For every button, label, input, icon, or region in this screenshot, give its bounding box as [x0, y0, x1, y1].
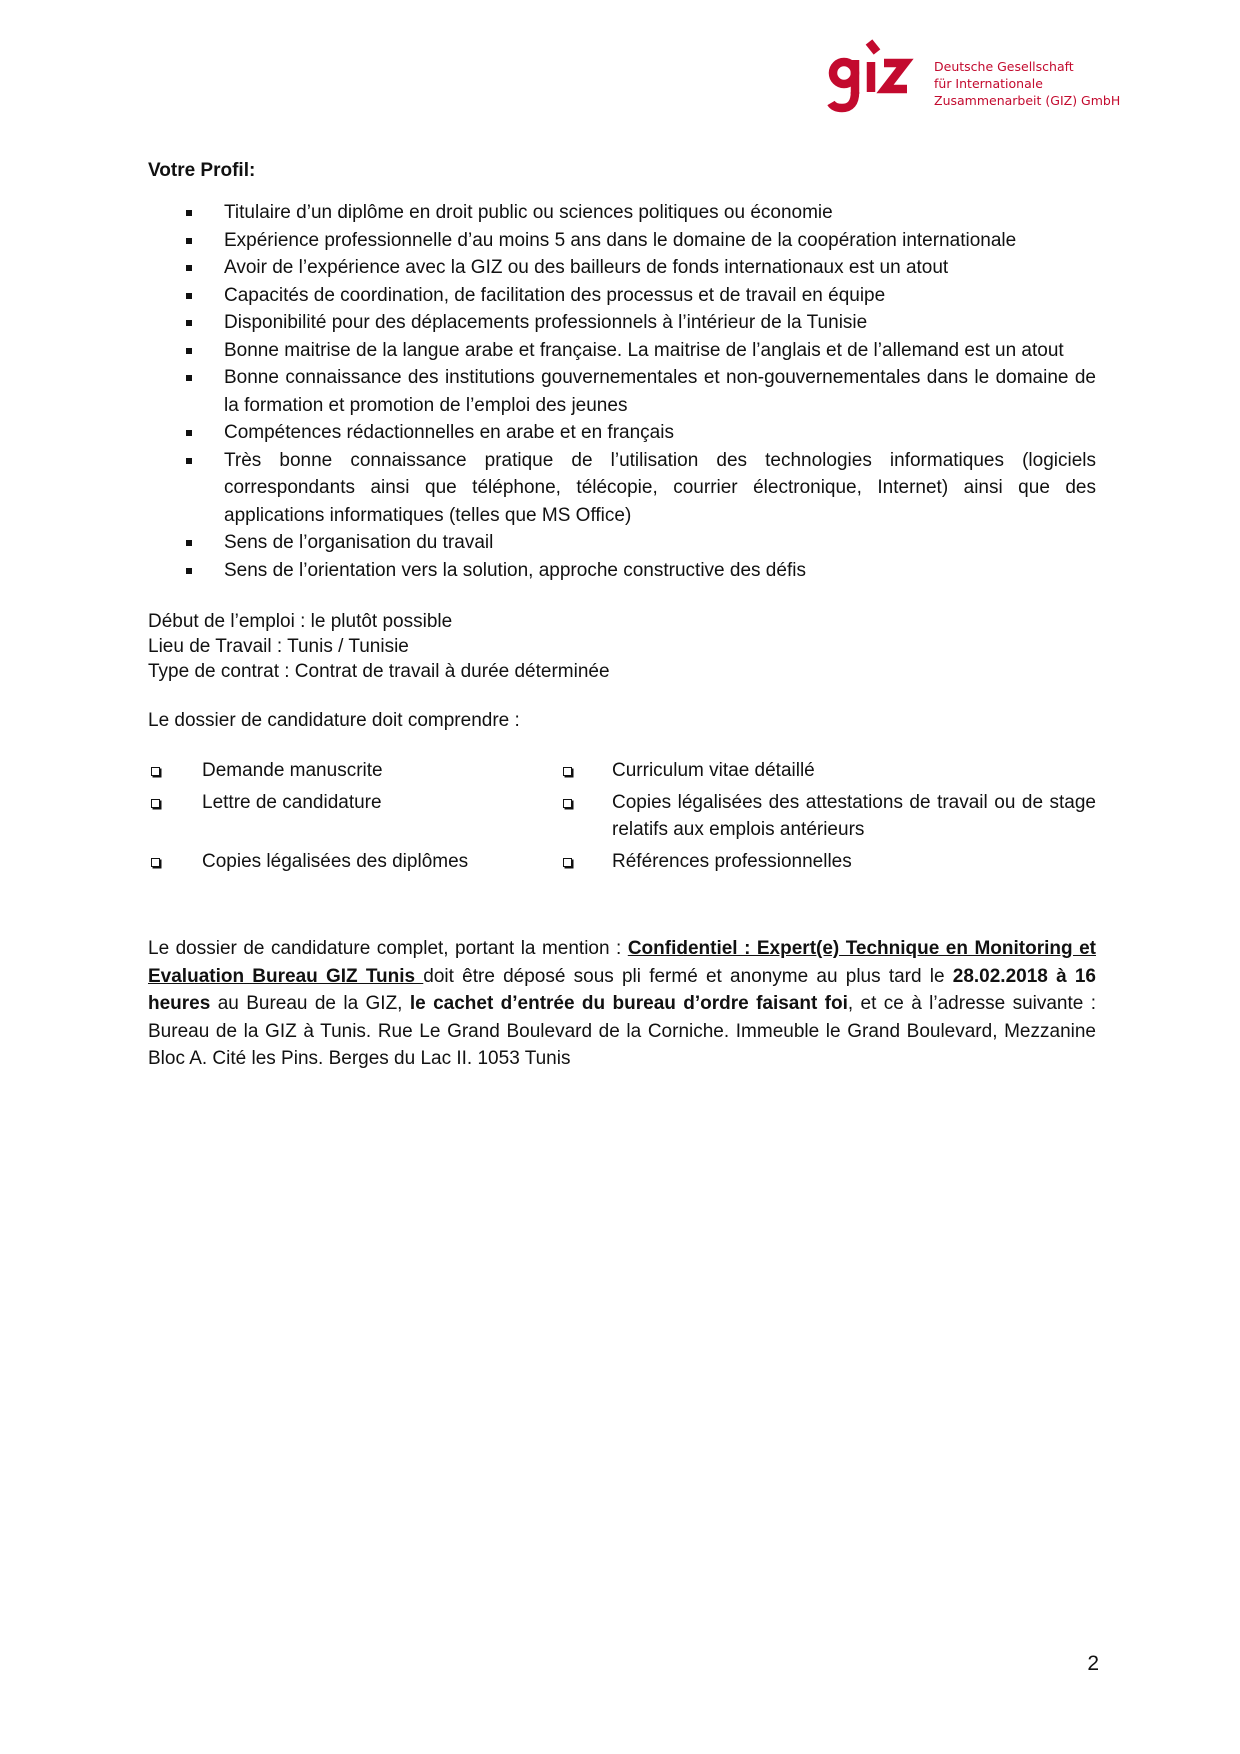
checkbox-bullet-icon [151, 799, 160, 808]
square-bullet-icon [186, 375, 192, 381]
checklist-item-text: Curriculum vitae détaillé [612, 760, 815, 781]
job-start: Début de l’emploi : le plutôt possible [148, 611, 453, 632]
list-item-text: Bonne maitrise de la langue arabe et française. La maitrise de l’anglais et de l’allemand est un atout [224, 339, 1064, 361]
list-item-text: Sens de l’orientation vers la solution, approche constructive des défis [224, 559, 806, 581]
dossier-checklist [148, 757, 1096, 875]
list-item [148, 199, 1096, 227]
page-content [148, 160, 1096, 1073]
profile-list [148, 199, 1096, 584]
list-item-text: Disponibilité pour des déplacements professionnels à l’intérieur de la Tunisie [224, 312, 868, 333]
square-bullet-icon [186, 265, 192, 271]
job-location: Lieu de Travail : Tunis / Tunisie [148, 636, 409, 657]
list-item [148, 529, 1096, 557]
square-bullet-icon [186, 430, 192, 436]
list-item [148, 309, 1096, 337]
list-item [148, 337, 1096, 365]
list-item-text: Compétences rédactionnelles en arabe et en français [224, 422, 674, 443]
checklist-item-text: Lettre de candidature [202, 791, 382, 813]
page-number: 2 [1087, 1652, 1099, 1675]
list-item [148, 282, 1096, 310]
logo-text-line-3: Zusammenarbeit (GIZ) GmbH [934, 93, 1121, 108]
list-item-text: Sens de l’organisation du travail [224, 532, 494, 553]
checkbox-bullet-icon [563, 799, 572, 808]
checkbox-bullet-icon [563, 767, 572, 776]
logo-text-line-1: Deutsche Gesellschaft [934, 59, 1074, 74]
list-item-text: Avoir de l’expérience avec la GIZ ou des bailleurs de fonds internationaux est un atout [224, 257, 949, 278]
checklist-item [148, 789, 560, 844]
logo-text-line-2: für Internationale [934, 76, 1043, 91]
closing-part-1: Le dossier de candidature complet, portant la mention : [148, 938, 628, 959]
dossier-intro: Le dossier de candidature doit comprendre : [148, 710, 520, 731]
closing-part-4: , et ce à l’adresse suivante : Bureau de la GIZ à Tunis. Rue Le Grand Boulevard de la Corniche. Immeuble le Grand Boulevard, Mezzanine Bloc A. Cité les Pins. Berges du Lac II. 1053 Tunis [148, 993, 1097, 1069]
checklist-item-text: Copies légalisées des diplômes [202, 850, 469, 872]
list-item [148, 364, 1096, 419]
square-bullet-icon [186, 293, 192, 299]
job-contract-type: Type de contrat : Contrat de travail à durée déterminée [148, 661, 610, 682]
square-bullet-icon [186, 348, 192, 354]
checklist-item [560, 757, 1096, 785]
square-bullet-icon [186, 568, 192, 574]
checklist-item [148, 757, 560, 785]
list-item-text: Titulaire d’un diplôme en droit public ou sciences politiques ou économie [224, 202, 833, 223]
stamp-note: le cachet d’entrée du bureau d’ordre faisant foi [409, 993, 848, 1014]
square-bullet-icon [186, 320, 192, 326]
list-item-text: Bonne connaissance des institutions gouvernementales et non-gouvernementales dans le domaine de la formation et promotion de l’emploi des jeunes [224, 367, 1096, 416]
checkbox-bullet-icon [151, 858, 160, 867]
list-item [148, 419, 1096, 447]
list-item [148, 254, 1096, 282]
closing-part-2: doit être déposé sous pli fermé et anonyme au plus tard le [423, 965, 953, 987]
confidential-mention: Confidentiel : Expert(e) Technique en Monitoring et Evaluation Bureau GIZ Tunis [148, 938, 1096, 987]
square-bullet-icon [186, 210, 192, 216]
list-item [148, 227, 1096, 255]
closing-paragraph [148, 935, 1096, 1073]
checkbox-bullet-icon [151, 767, 160, 776]
square-bullet-icon [186, 458, 192, 464]
profile-heading: Votre Profil: [148, 160, 256, 181]
list-item [148, 447, 1096, 530]
checklist-item-text: Demande manuscrite [202, 760, 383, 781]
square-bullet-icon [186, 238, 192, 244]
giz-logo-mark [824, 22, 924, 122]
giz-logo [824, 22, 1120, 122]
giz-logo-text [934, 58, 1120, 109]
checklist-item-text: Références professionnelles [612, 850, 852, 872]
list-item-text: Expérience professionnelle d’au moins 5 ans dans le domaine de la coopération internationale [224, 229, 1017, 251]
list-item-text: Capacités de coordination, de facilitation des processus et de travail en équipe [224, 284, 886, 306]
job-info [148, 609, 1096, 684]
deadline: 28.02.2018 à 16 heures [148, 965, 1096, 1014]
checklist-item-text: Copies légalisées des attestations de travail ou de stage relatifs aux emplois antérieurs [612, 791, 1096, 840]
square-bullet-icon [186, 540, 192, 546]
checklist-item [148, 848, 560, 876]
checklist-item [560, 789, 1096, 844]
checklist-item [560, 848, 1096, 876]
closing-part-3: au Bureau de la GIZ, [210, 993, 410, 1014]
list-item [148, 557, 1096, 585]
checkbox-bullet-icon [563, 858, 572, 867]
list-item-text: Très bonne connaissance pratique de l’utilisation des technologies informatiques (logiciels correspondants ainsi que téléphone, télécopie, courrier électronique, Internet) ainsi que des applications informatiques (telles que MS Office) [224, 449, 1096, 526]
